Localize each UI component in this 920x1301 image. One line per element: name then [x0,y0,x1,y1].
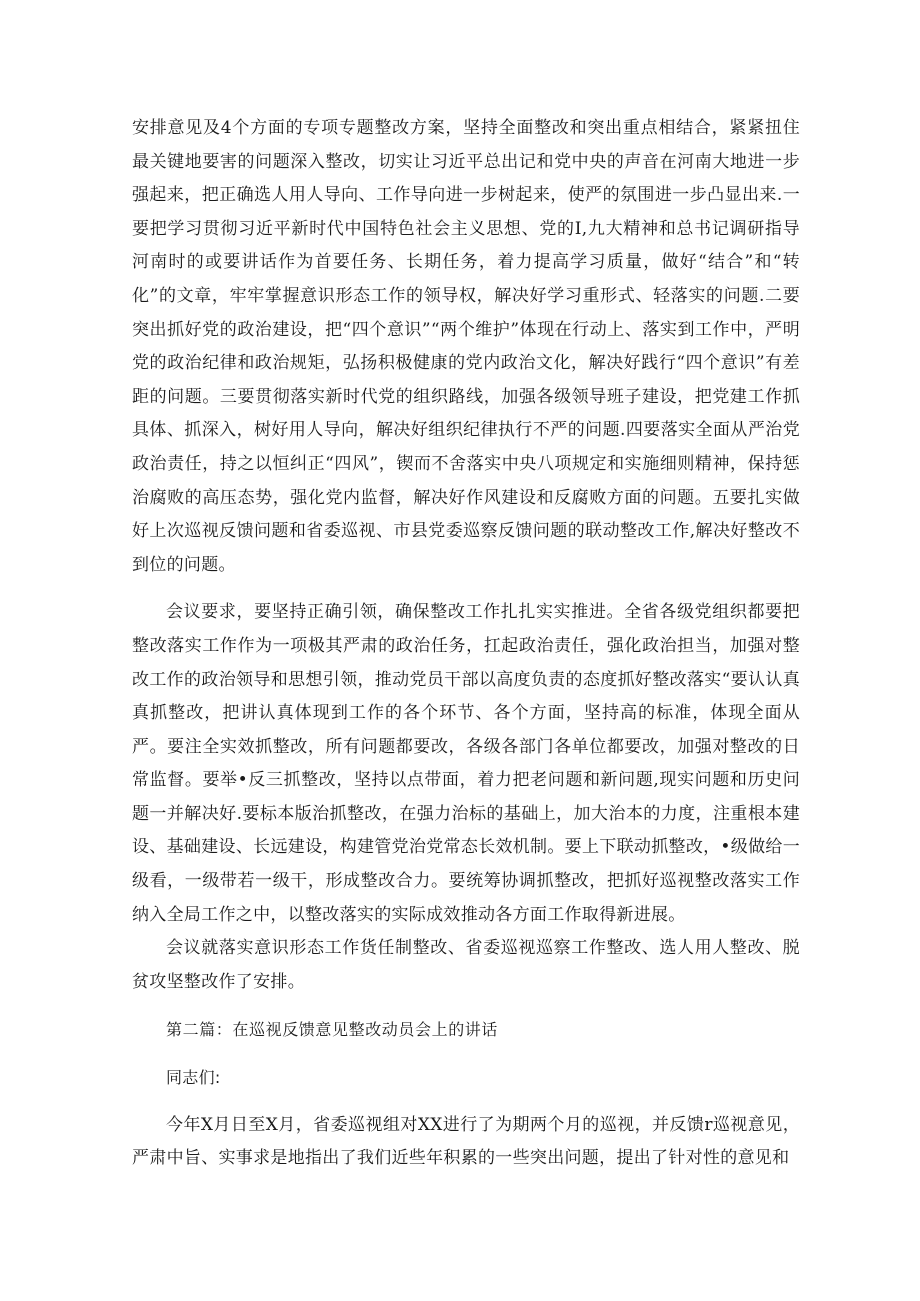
document-body [132,112,800,1176]
paragraph-inspection-intro: 今年X月日至X月，省委巡视组对XX进行了为期两个月的巡视，并反馈r巡视意见，严肃中旨、实事求是地指出了我们近些年积累的一些突出问题，提出了针对性的意见和 [132,1114,800,1169]
paragraph-meeting-requirements: 会议要求，要坚持正确引领，确保整改工作扎扎实实推进。全省各级党组织都要把整改落实工作作为一项极其严肃的政治任务，扛起政治责任，强化政治担当，加强对整改工作的政治领导和思想引领，推动党员干部以高度负责的态度抓好整改落实“要认认真真抓整改，把讲认真体现到工作的各个环节、各个方面，坚持高的标准，体现全面从严。要注全实效抓整改，所有问题都要改，各级各部门各单位都要改，加强对整改的日常监督。要举•反三抓整改，坚持以点带面，着力把老问题和新问题,现实问题和历史问题一并解决好.要标本版治抓整改，在强力治标的基础上，加大治本的力度，注重根本建设、基础建设、长远建设，构建管党治党常态长效机制。要上下联动抓整改，•级做给一级看，一级带若一级干，形成整改合力。要统筹协调抓整改，把抓好巡视整改落实工作纳入全局工作之中，以整改落实的实际成效推动各方面工作取得新进展。 [132,602,800,925]
section-heading: 第二篇：在巡视反馈意见整改动员会上的讲话 [166,1020,499,1040]
salutation: 同志们: [166,1068,221,1088]
paragraph-rectification-plan: 安排意见及4个方面的专项专题整改方案，坚持全面整改和突出重点相结合，紧紧扭住最关键地要害的问题深入整改，切实让习近平总出记和党中央的声音在河南大地进一步强起来，把正确选人用人导向、工作导向进一步树起来，使严的氛围进一步凸显出来.一要把学习贯彻习近平新时代中国特色社会主义思想、党的I,九大精神和总书记调研指导河南时的或要讲话作为首要任务、长期任务，着力提高学习质量，做好“结合”和“转化”的文章，牢牢掌握意识形态工作的领导权，解决好学习重形式、轻落实的问题.二要突出抓好党的政治建设，把“四个意识”“两个维护”体现在行动上、落实到工作中，严明党的政治纪律和政治规矩，弘扬积极健康的党内政治文化，解决好践行“四个意识”有差距的问题。三要贯彻落实新时代党的组织路线，加强各级领导班子建设，把党建工作抓具体、抓深入，树好用人导向，解决好组织纪律执行不严的问题.四要落实全面从严治党政治责任，持之以恒纠正“四风”，锲而不舍落实中央八项规定和实施细则精神，保持惩治腐败的高压态势，强化党内监督，解决好作风建设和反腐败方面的问题。五要扎实做好上次巡视反馈问题和省委巡视、市县党委巡察反馈问题的联动整改工作,解决好整改不到位的问题。 [132,118,800,575]
paragraph-meeting-arrangements: 会议就落实意识形态工作货任制整改、省委巡视巡察工作整改、选人用人整改、脱贫攻坚整改作了安排。 [132,938,800,992]
